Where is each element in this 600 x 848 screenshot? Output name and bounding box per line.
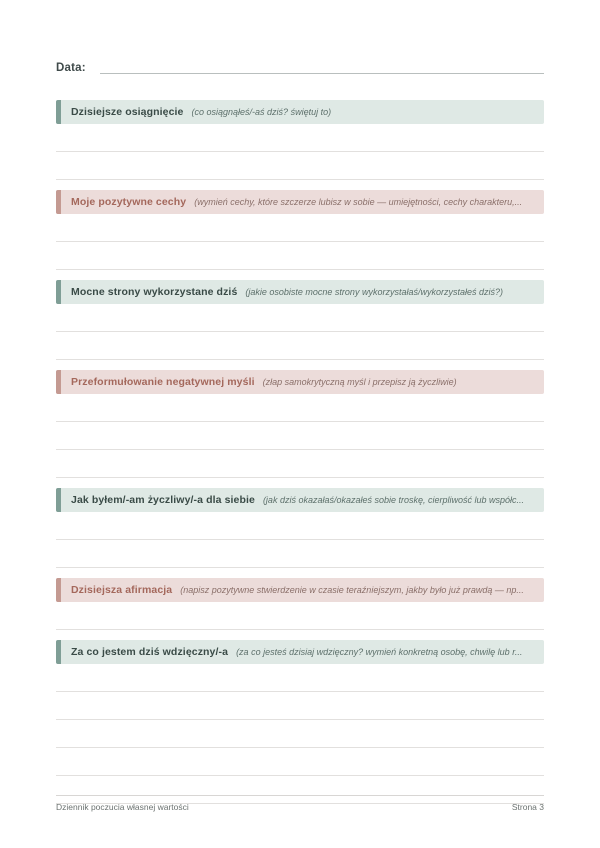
- section-header: [56, 370, 544, 394]
- section-header-text: [61, 286, 544, 298]
- footer-title: Dziennik poczucia własnej wartości: [56, 802, 189, 812]
- date-input-line[interactable]: [100, 60, 544, 74]
- section-gap: [56, 180, 544, 190]
- date-label: Data:: [56, 62, 86, 74]
- section-title: Moje pozytywne cechy: [71, 196, 187, 208]
- section-header-text: [61, 494, 544, 506]
- writing-line[interactable]: [56, 602, 544, 630]
- writing-lines: [56, 304, 544, 360]
- writing-line[interactable]: [56, 304, 544, 332]
- section-title: Przeformułowanie negatywnej myśli: [71, 376, 255, 388]
- section-title: Dzisiejsza afirmacja: [71, 584, 173, 596]
- section-hint: (złap samokrytyczną myśl i przepisz ją życzliwie): [262, 377, 457, 387]
- section-title: Dzisiejsze osiągnięcie: [71, 106, 184, 118]
- section-header: [56, 578, 544, 602]
- writing-line[interactable]: [56, 152, 544, 180]
- footer-page-number: Strona 3: [511, 802, 544, 812]
- section-header-text: [61, 646, 544, 658]
- journal-section: [56, 640, 544, 814]
- section-header: [56, 488, 544, 512]
- section-header-text: [61, 196, 544, 208]
- writing-line[interactable]: [56, 692, 544, 720]
- section-hint: (wymień cechy, które szczerze lubisz w sobie — umiejętności, cechy charakteru,...: [194, 197, 523, 207]
- journal-section: [56, 190, 544, 280]
- section-hint: (napisz pozytywne stwierdzenie w czasie teraźniejszym, jakby było już prawdą — np...: [180, 585, 524, 595]
- writing-lines: [56, 602, 544, 630]
- section-title: Mocne strony wykorzystane dziś: [71, 286, 238, 298]
- writing-line[interactable]: [56, 664, 544, 692]
- writing-line[interactable]: [56, 540, 544, 568]
- section-gap: [56, 630, 544, 640]
- sections-container: [56, 100, 544, 814]
- writing-line[interactable]: [56, 512, 544, 540]
- section-header: [56, 640, 544, 664]
- journal-section: [56, 280, 544, 370]
- writing-lines: [56, 664, 544, 804]
- section-hint: (co osiągnąłeś/-aś dziś? świętuj to): [191, 107, 332, 117]
- writing-line[interactable]: [56, 394, 544, 422]
- journal-section: [56, 578, 544, 640]
- date-row: [56, 60, 544, 74]
- writing-line[interactable]: [56, 422, 544, 450]
- writing-line[interactable]: [56, 720, 544, 748]
- section-hint: (za co jesteś dzisiaj wdzięczny? wymień konkretną osobę, chwilę lub r...: [236, 647, 523, 657]
- section-header-text: [61, 106, 544, 118]
- writing-lines: [56, 512, 544, 568]
- writing-line[interactable]: [56, 242, 544, 270]
- section-header: [56, 280, 544, 304]
- page-footer: [56, 795, 544, 812]
- section-header-text: [61, 584, 544, 596]
- section-title: Za co jestem dziś wdzięczny/-a: [71, 646, 229, 658]
- writing-line[interactable]: [56, 748, 544, 776]
- journal-section: [56, 370, 544, 488]
- writing-lines: [56, 214, 544, 270]
- section-gap: [56, 360, 544, 370]
- section-hint: (jakie osobiste mocne strony wykorzystałaś/wykorzystałeś dziś?): [245, 287, 503, 297]
- writing-lines: [56, 124, 544, 180]
- writing-line[interactable]: [56, 124, 544, 152]
- section-header: [56, 190, 544, 214]
- journal-section: [56, 488, 544, 578]
- section-header: [56, 100, 544, 124]
- section-gap: [56, 568, 544, 578]
- section-gap: [56, 478, 544, 488]
- journal-section: [56, 100, 544, 190]
- writing-lines: [56, 394, 544, 478]
- writing-line[interactable]: [56, 214, 544, 242]
- writing-line[interactable]: [56, 332, 544, 360]
- section-hint: (jak dziś okazałaś/okazałeś sobie troskę, cierpliwość lub współc...: [262, 495, 525, 505]
- section-gap: [56, 270, 544, 280]
- section-title: Jak byłem/-am życzliwy/-a dla siebie: [71, 494, 255, 506]
- section-header-text: [61, 376, 544, 388]
- writing-line[interactable]: [56, 450, 544, 478]
